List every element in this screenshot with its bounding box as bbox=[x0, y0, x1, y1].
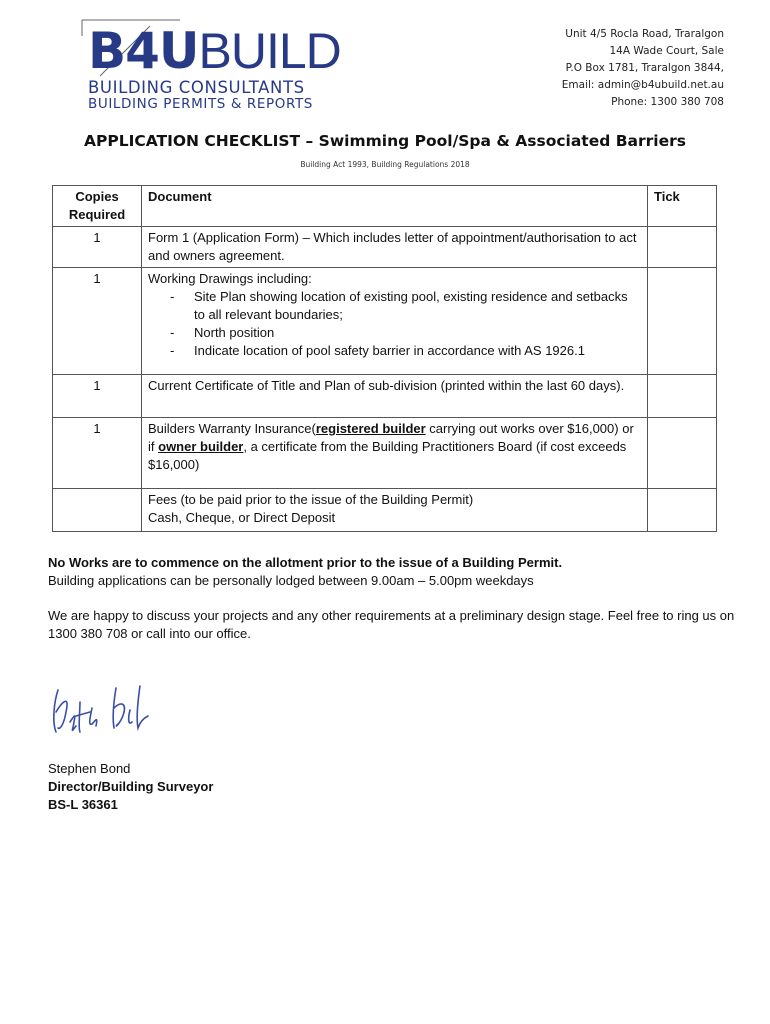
registered-builder-emphasis: registered builder bbox=[315, 421, 426, 436]
notice-block bbox=[48, 554, 738, 590]
doc-text: carrying out works over $16,000) or if bbox=[148, 421, 634, 454]
list-item: - North position bbox=[170, 324, 641, 342]
table-row bbox=[53, 227, 717, 268]
list-item: - Site Plan showing location of existing pool, existing residence and setbacks to all relevant boundaries; bbox=[170, 288, 641, 324]
address-line: 14A Wade Court, Sale bbox=[609, 45, 724, 57]
signer-name: Stephen Bond bbox=[48, 761, 131, 776]
logo-tagline-consultants: BUILDING CONSULTANTS bbox=[88, 78, 305, 97]
tick-cell[interactable] bbox=[648, 418, 717, 489]
table-row bbox=[53, 418, 717, 489]
copies-cell: 1 bbox=[53, 227, 142, 268]
address-line: Unit 4/5 Rocla Road, Traralgon bbox=[565, 28, 724, 40]
document-cell bbox=[142, 268, 648, 375]
copies-cell bbox=[53, 489, 142, 532]
header-document: Document bbox=[142, 186, 648, 227]
document-sublist bbox=[148, 288, 641, 360]
document-heading: Working Drawings including: bbox=[148, 271, 312, 286]
owner-builder-emphasis: owner builder bbox=[158, 439, 244, 454]
table-row bbox=[53, 489, 717, 532]
email-line: Email: admin@b4ubuild.net.au bbox=[561, 79, 724, 91]
contact-paragraph: We are happy to discuss your projects and any other requirements at a preliminary design stage. Feel free to ring us on 1300 380 708 or call into our office. bbox=[48, 608, 735, 641]
tick-cell[interactable] bbox=[648, 489, 717, 532]
company-logo bbox=[80, 18, 370, 113]
document-subtitle: Building Act 1993, Building Regulations 2018 bbox=[300, 160, 470, 169]
logo-wordmark bbox=[88, 24, 341, 78]
address-line: P.O Box 1781, Traralgon 3844, bbox=[565, 62, 724, 74]
handwritten-signature bbox=[40, 672, 160, 742]
signer-licence: BS-L 36361 bbox=[48, 797, 118, 812]
copies-cell: 1 bbox=[53, 375, 142, 418]
tick-cell[interactable] bbox=[648, 268, 717, 375]
checklist-table bbox=[52, 185, 717, 532]
company-address bbox=[562, 26, 724, 111]
doc-text: Builders Warranty Insurance( bbox=[148, 421, 316, 436]
copies-cell: 1 bbox=[53, 418, 142, 489]
table-header-row bbox=[53, 186, 717, 227]
signer-role: Director/Building Surveyor bbox=[48, 779, 214, 794]
tick-cell[interactable] bbox=[648, 227, 717, 268]
header-copies-required: Copies Required bbox=[53, 186, 142, 227]
header-tick: Tick bbox=[648, 186, 717, 227]
tick-cell[interactable] bbox=[648, 375, 717, 418]
copies-cell: 1 bbox=[53, 268, 142, 375]
document-title: APPLICATION CHECKLIST – Swimming Pool/Spa & Associated Barriers bbox=[84, 132, 686, 150]
logo-build: BUILD bbox=[198, 23, 341, 79]
logo-b4u: B4U bbox=[88, 22, 199, 80]
signer-block bbox=[48, 760, 213, 814]
no-works-notice: No Works are to commence on the allotment prior to the issue of a Building Permit. bbox=[48, 555, 563, 570]
document-cell: Form 1 (Application Form) – Which includes letter of appointment/authorisation to act and owners agreement. bbox=[142, 227, 648, 268]
fees-line: Fees (to be paid prior to the issue of the Building Permit) bbox=[148, 492, 474, 507]
list-item: - Indicate location of pool safety barrier in accordance with AS 1926.1 bbox=[170, 342, 641, 360]
phone-line: Phone: 1300 380 708 bbox=[611, 96, 724, 108]
table-row bbox=[53, 375, 717, 418]
table-row bbox=[53, 268, 717, 375]
document-cell bbox=[142, 418, 648, 489]
doc-text: , a certificate from the Building Practitioners Board (if cost exceeds $16,000) bbox=[148, 439, 627, 472]
lodgement-hours: Building applications can be personally lodged between 9.00am – 5.00pm weekdays bbox=[48, 573, 534, 588]
document-cell bbox=[142, 489, 648, 532]
document-cell: Current Certificate of Title and Plan of sub-division (printed within the last 60 days). bbox=[142, 375, 648, 418]
payment-methods-line: Cash, Cheque, or Direct Deposit bbox=[148, 510, 336, 525]
logo-tagline-permits: BUILDING PERMITS & REPORTS bbox=[88, 96, 313, 112]
